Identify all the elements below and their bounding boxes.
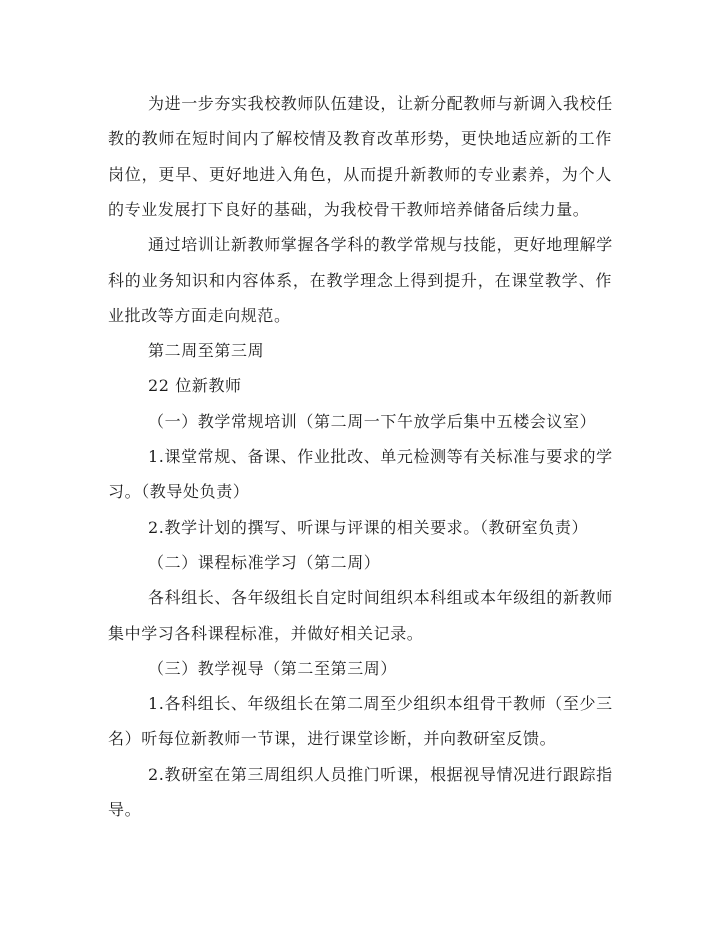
paragraph-line: 科的业务知识和内容体系，在教学理念上得到提升，在课堂教学、作 (108, 271, 612, 290)
paragraph-line: 集中学习各科课程标准，并做好相关记录。 (108, 624, 424, 643)
paragraph-line: 22 位新教师 (148, 376, 242, 395)
paragraph-line: 第二周至第三周 (148, 341, 265, 360)
paragraph-line: 通过培训让新教师掌握各学科的教学常规与技能，更好地理解学 (148, 235, 613, 254)
paragraph-line: 导。 (108, 800, 142, 819)
paragraph-line: 2.教学计划的撰写、听课与评课的相关要求。（教研室负责） (148, 518, 589, 537)
paragraph-line: （二）课程标准学习（第二周） (148, 553, 381, 572)
paragraph-line: 1.各科组长、年级组长在第二周至少组织本组骨干教师（至少三 (148, 694, 613, 713)
paragraph-line: 各科组长、各年级组长自定时间组织本科组或本年级组的新教师 (148, 588, 613, 607)
paragraph-line: 岗位，更早、更好地进入角色，从而提升新教师的专业素养，为个人 (108, 165, 612, 184)
paragraph-line: 2.教研室在第三周组织人员推门听课，根据视导情况进行跟踪指 (148, 765, 613, 784)
paragraph-line: 业批改等方面走向规范。 (108, 306, 291, 325)
paragraph-line: （三）教学视导（第二至第三周） (148, 659, 398, 678)
paragraph-line: 1.课堂常规、备课、作业批改、单元检测等有关标准与要求的学 (148, 447, 613, 466)
paragraph-line: 习。（教导处负责） (108, 482, 250, 501)
paragraph-line: 教的教师在短时间内了解校情及教育改革形势，更快地适应新的工作 (108, 129, 612, 148)
paragraph-line: 为进一步夯实我校教师队伍建设，让新分配教师与新调入我校任 (148, 94, 613, 113)
paragraph-line: 名）听每位新教师一节课，进行课堂诊断，并向教研室反馈。 (108, 729, 557, 748)
paragraph-line: 的专业发展打下良好的基础，为我校骨干教师培养储备后续力量。 (108, 200, 590, 219)
paragraph-line: （一）教学常规培训（第二周一下午放学后集中五楼会议室） (148, 412, 597, 431)
